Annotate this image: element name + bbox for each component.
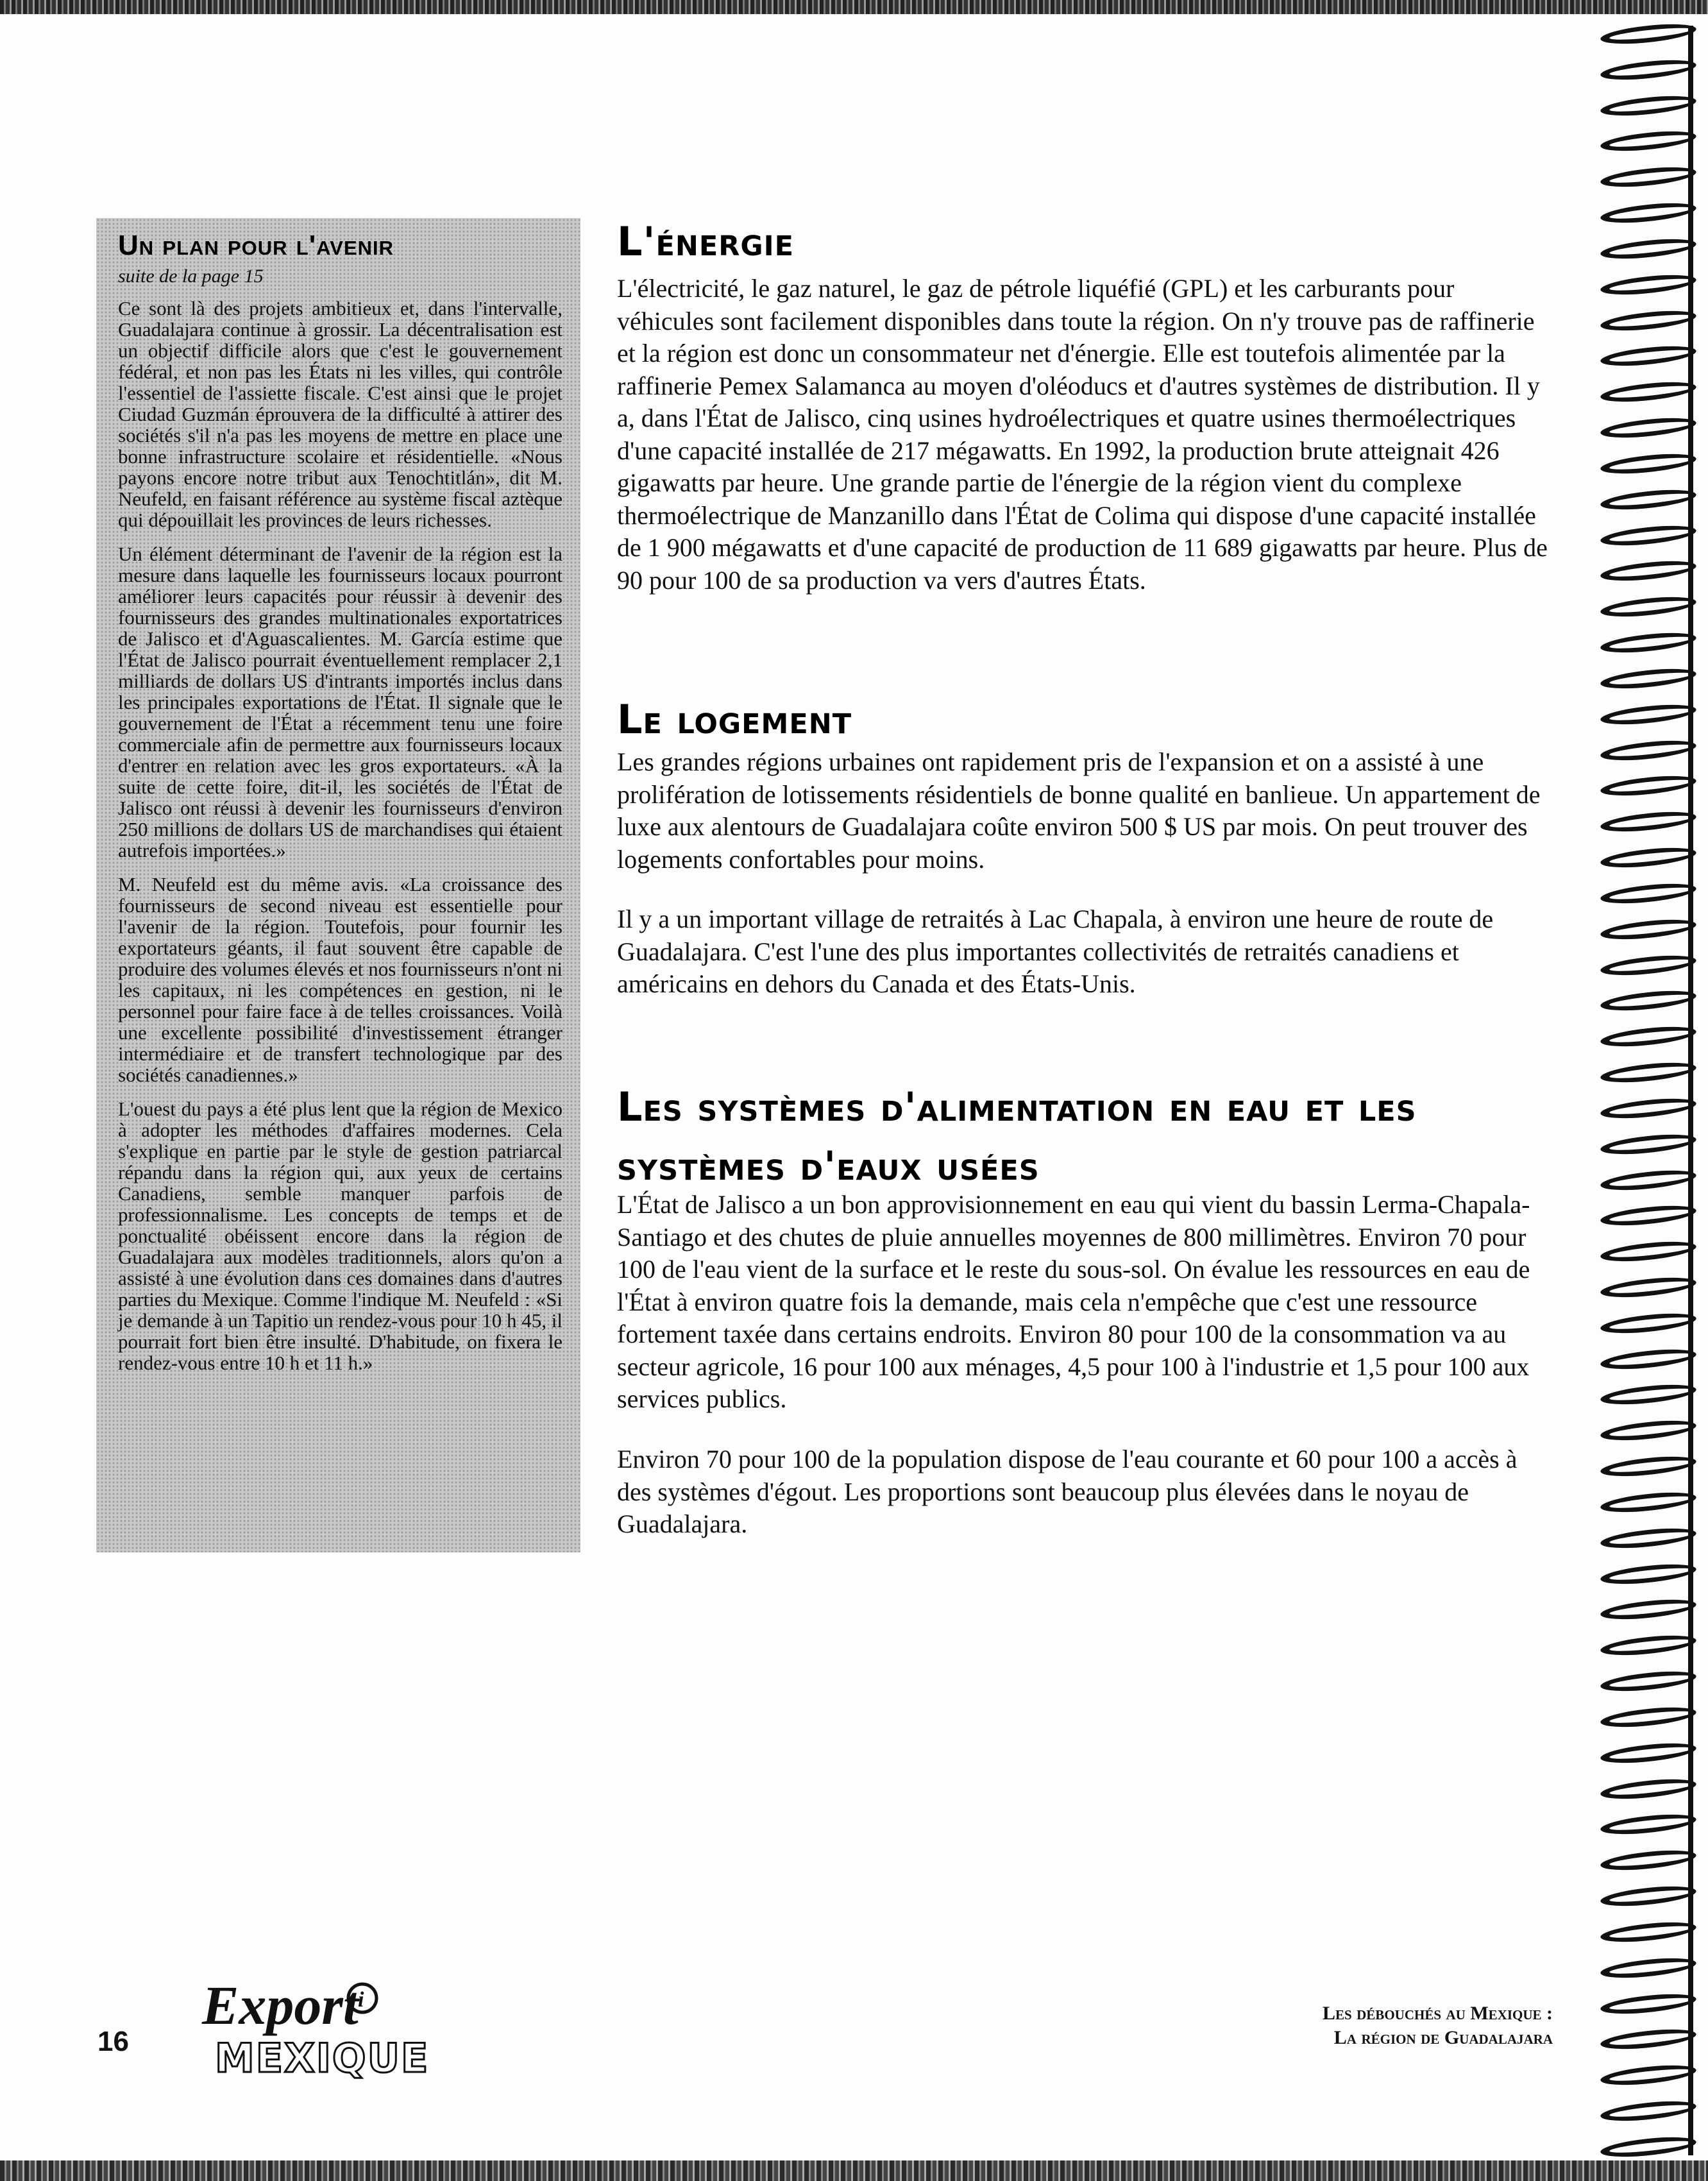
spiral-ring <box>1600 952 1697 979</box>
spiral-ring <box>1600 844 1697 871</box>
energie-text: L'électricité, le gaz naturel, le gaz de pétrole liquéfié (GPL) et les carburants pour véhicules sont facilement disponibles dans toute la région. On n'y trouve pas de raffinerie et la région est donc un consommateur net d'énergie. Elle est toutefois alimentée par la raffinerie Pemex Salamanca au moyen d'oléoducs et d'autres systèmes de distribution. Il y a, dans l'État de Jalisco, cinq usines hydroélectriques et quatre usines thermoélectriques d'une capacité installée de 217 mégawatts. En 1992, la production brute atteignait 426 gigawatts par heure. Une grande partie de l'énergie de la région vient du complexe thermoélectrique de Manzanillo dans l'État de Colima qui dispose d'une capacité installée de 1 900 mégawatts et d'une capacité de production de 11 689 gigawatts par heure. Plus de 90 pour 100 de sa production va vers d'autres États. <box>617 274 1548 595</box>
spiral-ring <box>1600 1704 1697 1731</box>
spiral-ring <box>1600 2026 1697 2053</box>
spiral-ring <box>1600 2062 1697 2089</box>
sidebar-continued-note: suite de la page 15 <box>118 266 264 287</box>
eau-text-1: L'État de Jalisco a un bon approvisionnement en eau qui vient du bassin Lerma-Chapala-Santiago et des chutes de pluie annuelles moyennes de 800 millimètres. Environ 70 pour 100 de l'eau vient de la surface et le reste du sous-sol. On évalue les ressources en eau de l'État à environ quatre fois la demande, mais cela n'empêche que c'est une ressource fortement taxée dans certains endroits. Environ 80 pour 100 de la consommation va au secteur agricole, 16 pour 100 aux ménages, 4,5 pour 100 à l'industrie et 1,5 pour 100 aux services publics. <box>617 1190 1530 1413</box>
spiral-ring <box>1600 343 1697 370</box>
spiral-ring <box>1600 1597 1697 1624</box>
spiral-ring <box>1600 988 1697 1015</box>
spiral-ring <box>1600 1131 1697 1158</box>
spiral-ring <box>1600 21 1697 47</box>
logo-text-export: Export <box>202 1974 359 2036</box>
spiral-ring <box>1600 1955 1697 1982</box>
spiral-ring <box>1600 1203 1697 1230</box>
page-number: 16 <box>97 2026 129 2057</box>
spiral-ring <box>1600 2134 1697 2160</box>
sidebar-paragraph: Ce sont là des projets ambitieux et, dans l'intervalle, Guadalajara continue à grossir. La décentralisation est un objectif difficile alors que c'est le gouvernement fédéral, et non pas les États ni les villes, qui contrôle l'essentiel de l'assiette fiscale. C'est ainsi que le projet Ciudad Guzmán éprouvera de la difficulté à attirer des sociétés s'il n'a pas les moyens de mettre en place une bonne infrastructure scolaire et résidentielle. «Nous payons encore notre tribut aux Tenochtitlán», dit M. Neufeld, en faisant référence au système fiscal aztèque qui dépouillait les provinces de leurs richesses. <box>118 297 562 531</box>
scan-edge-bottom <box>0 2160 1708 2181</box>
spiral-ring <box>1600 164 1697 191</box>
spiral-ring <box>1600 593 1697 620</box>
eau-heading: Les systèmes d'alimentation en eau et les systèmes d'eaux usées <box>617 1083 1417 1189</box>
spiral-ring <box>1600 808 1697 835</box>
spiral-ring <box>1600 1274 1697 1301</box>
svg-text:i: i <box>358 1988 364 2012</box>
spiral-ring <box>1600 1632 1697 1659</box>
spiral-ring <box>1600 1095 1697 1122</box>
spiral-ring <box>1600 1453 1697 1480</box>
spiral-ring <box>1600 92 1697 119</box>
spiral-ring <box>1600 1059 1697 1086</box>
spiral-ring <box>1600 1167 1697 1194</box>
spiral-ring <box>1600 1812 1697 1838</box>
logement-heading: Le logement <box>617 696 852 743</box>
logement-text-2: Il y a un important village de retraités à Lac Chapala, à environ une heure de route de Guadalajara. C'est l'une des plus importantes collectivités de retraités canadiens et américains en dehors du Canada et des États-Unis. <box>617 904 1494 998</box>
logement-text-1: Les grandes régions urbaines ont rapidement pris de l'expansion et on a assisté à une prolifération de lotissements résidentiels de bonne qualité en banlieue. Un appartement de luxe aux alentours de Guadalajara coûte environ 500 $ US par mois. On peut trouver des logements confortables pour moins. <box>617 747 1541 874</box>
spiral-ring <box>1600 128 1697 155</box>
spiral-ring <box>1600 199 1697 226</box>
spiral-ring <box>1600 1418 1697 1445</box>
spiral-ring <box>1600 1382 1697 1409</box>
spiral-binding <box>1600 26 1708 2155</box>
eau-text-2: Environ 70 pour 100 de la population dispose de l'eau courante et 60 pour 100 a accès à des systèmes d'égout. Les proportions sont beaucoup plus élevées dans le noyau de Guadalajara. <box>617 1445 1518 1538</box>
spiral-ring <box>1600 56 1697 83</box>
sidebar-box <box>96 218 580 1552</box>
spiral-ring <box>1600 1023 1697 1050</box>
spiral-ring <box>1600 1346 1697 1373</box>
sidebar-paragraph: L'ouest du pays a été plus lent que la région de Mexico à adopter les méthodes d'affaires modernes. Cela s'explique en partie par le style de gestion patriarcal répandu dans la région qui, aux yeux de certains Canadiens, semble manquer parfois de professionnalisme. Les concepts de temps et de ponctualité obéissent encore dans la région de Guadalajara aux modèles traditionnels, alors qu'on a assisté à une évolution dans ces domaines dans d'autres parties du Mexique. Comme l'indique M. Neufeld : «Si je demande à un Tapitio un rendez-vous pour 10 h 45, il pourrait fort bien être insulté. D'habitude, on fixera le rendez-vous entre 10 h et 11 h.» <box>118 1098 562 1374</box>
spiral-ring <box>1600 773 1697 800</box>
sidebar-paragraph: Un élément déterminant de l'avenir de la région est la mesure dans laquelle les fournisseurs locaux pourront améliorer leurs capacités pour réussir à devenir des fournisseurs des grandes multinationales exportatrices de Jalisco et d'Aguascalientes. M. García estime que l'État de Jalisco pourrait éventuellement remplacer 2,1 milliards de dollars US d'intrants importés inclus dans les principales exportations de l'État. Il signale que le gouvernement de l'État a récemment tenu une foire commerciale afin de permettre aux fournisseurs locaux d'entrer en relation avec les gros exportateurs. «À la suite de cette foire, dit-il, les sociétés de l'État de Jalisco ont réussi à devenir les fournisseurs d'environ 250 millions de dollars US de marchandises qui étaient autrefois importées.» <box>118 543 562 861</box>
spiral-ring <box>1600 2098 1697 2125</box>
spiral-ring <box>1600 379 1697 406</box>
spiral-ring <box>1600 1919 1697 1946</box>
spiral-ring <box>1600 522 1697 549</box>
spiral-ring <box>1600 1776 1697 1803</box>
spiral-ring <box>1600 1847 1697 1874</box>
footer-title-line-1: Les débouchés au Mexique : <box>1322 2003 1553 2024</box>
spiral-ring <box>1600 1883 1697 1910</box>
spiral-ring <box>1600 271 1697 298</box>
footer-title-line-2: La région de Guadalajara <box>1333 2027 1553 2048</box>
spiral-ring <box>1600 414 1697 441</box>
logo-text-mexique: MEXIQUE <box>215 2035 430 2082</box>
export-mexique-logo <box>189 1963 430 2085</box>
spiral-ring <box>1600 1668 1697 1695</box>
spiral-ring <box>1600 1310 1697 1337</box>
spiral-ring <box>1600 737 1697 764</box>
spiral-ring <box>1600 1238 1697 1265</box>
sidebar-title: Un plan pour l'avenir <box>118 230 394 261</box>
sidebar-paragraph: M. Neufeld est du même avis. «La croissance des fournisseurs de second niveau est essentielle pour l'avenir de la région. Toutefois, pour fournir les exportateurs géants, il faut souvent être capable de produire des volumes élevés et nos fournisseurs n'ont ni les capitaux, ni les compétences en gestion, ni le personnel pour faire face à de telles croissances. Voilà une excellente possibilité d'investissement étranger intermédiaire et de transfert technologique par des sociétés canadiennes.» <box>118 873 562 1086</box>
spiral-ring <box>1600 1489 1697 1516</box>
spiral-ring <box>1600 558 1697 585</box>
spiral-ring <box>1600 307 1697 334</box>
spiral-ring <box>1600 665 1697 692</box>
spiral-ring <box>1600 450 1697 477</box>
scan-edge-top <box>0 0 1708 14</box>
spiral-ring <box>1600 701 1697 728</box>
spiral-ring <box>1600 1990 1697 2017</box>
spiral-ring <box>1600 916 1697 943</box>
energie-heading: L'énergie <box>617 218 795 265</box>
spiral-ring <box>1600 1525 1697 1552</box>
spiral-ring <box>1600 1561 1697 1588</box>
spiral-ring <box>1600 880 1697 907</box>
spiral-ring <box>1600 235 1697 262</box>
spiral-ring <box>1600 486 1697 513</box>
spiral-ring <box>1600 629 1697 656</box>
footer-title <box>1323 2001 1553 2050</box>
spiral-ring <box>1600 1740 1697 1767</box>
